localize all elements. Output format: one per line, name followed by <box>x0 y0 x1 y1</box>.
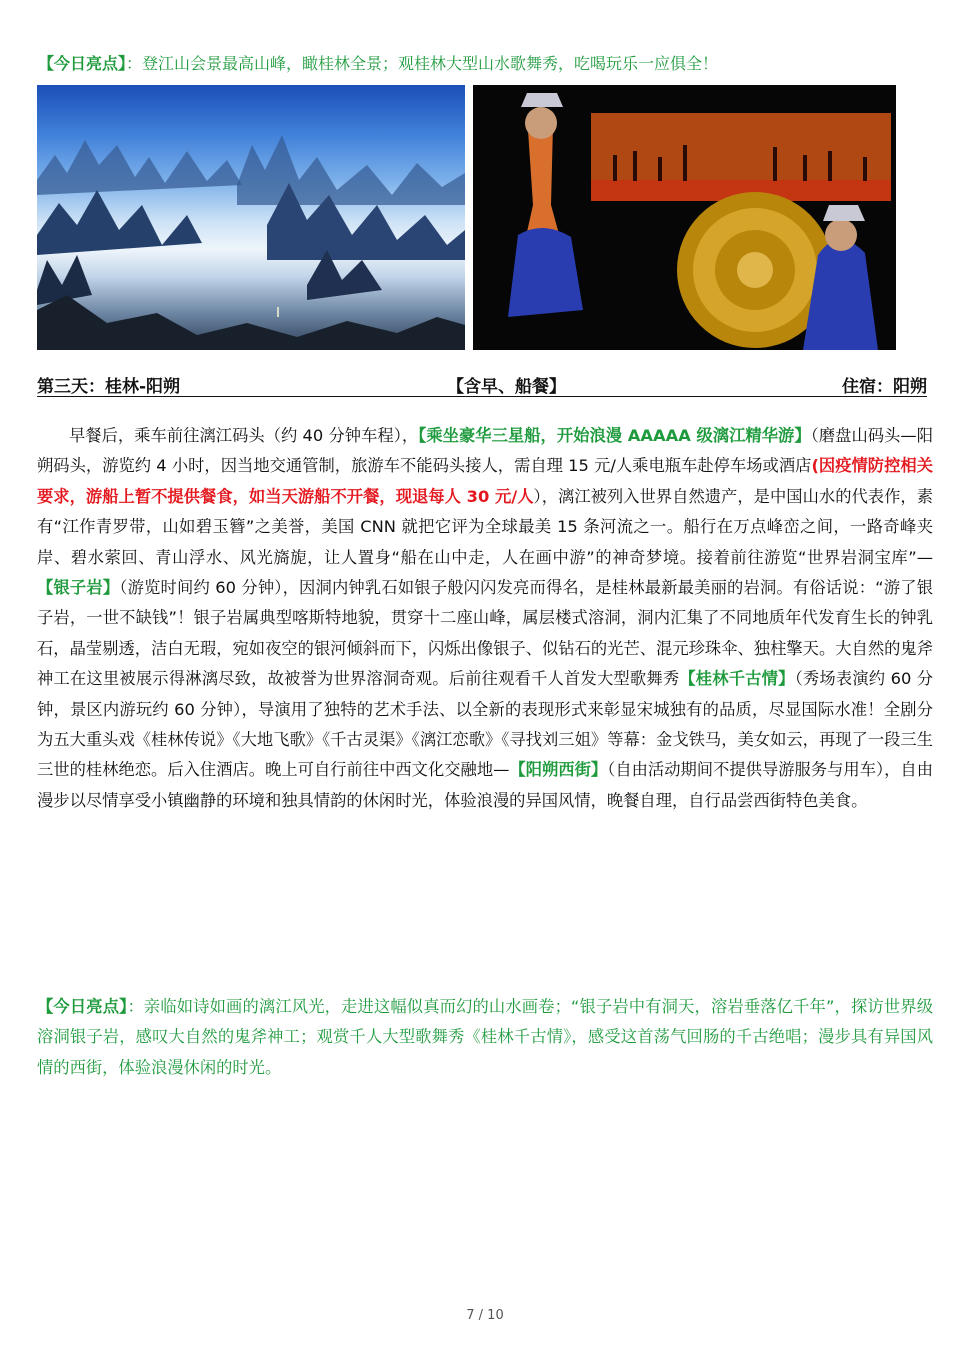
body-text-segment: （自由活动期间不提供导游服务与用车），自由漫步以尽情享受小镇幽静的环境和独具情韵的休闲时光，体验浪漫的异国风情，晚餐自理，自行品尝西街特色美食。 <box>37 760 933 810</box>
body-text-segment: （秀场表演约 60 分钟，景区内游玩约 60 分钟），导演用了独特的艺术手法、以全新的表现形式来彰显宋城独有的品质，尽显国际水准！全剧分为五大重头戏《桂林传说》《大地飞歌》《千古灵渠》《漓江恋歌》《寻找刘三姐》等幕：金戈铁马，美女如云，再现了一段三生三世的桂林绝恋。后入住酒店。晚上可自行前往中西文化交融地— <box>37 669 933 780</box>
body-text-segment: 早餐后，乘车前往漓江码头（约 40 分钟车程）， <box>69 426 419 445</box>
day-header <box>37 372 927 396</box>
bottom-highlight-label: 【今日亮点】 <box>37 997 128 1016</box>
bottom-highlight <box>37 992 933 1083</box>
bottom-highlight-text: ：亲临如诗如画的漓江风光，走进这幅似真而幻的山水画卷；“银子岩中有洞天，溶岩垂落亿千年”，探访世界级溶洞银子岩，感叹大自然的鬼斧神工；观赏千人大型歌舞秀《桂林千古情》，感受这首荡气回肠的千古绝唱；漫步具有异国风情的西街，体验浪漫休闲的时光。 <box>37 997 933 1077</box>
body-text-segment: （游览时间约 60 分钟），因洞内钟乳石如银子般闪闪发亮而得名，是桂林最新最美丽的岩洞。有俗话说：“游了银子岩，一世不缺钱”！银子岩属典型喀斯特地貌，贯穿十二座山峰，属层楼式溶洞，洞内汇集了不同地质年代发育生长的钟乳石，晶莹剔透，洁白无瑕，宛如夜空的银河倾斜而下，闪烁出像银子、似钻石的光芒、混元珍珠伞、独柱擎天。大自然的鬼斧神工在这里被展示得淋漓尽致，故被誉为世界溶洞奇观。后前往观看千人首发大型歌舞秀 <box>37 578 933 689</box>
day-accommodation: 住宿：阳朔 <box>842 377 927 397</box>
day-title: 第三天：桂林-阳朔 <box>37 377 181 397</box>
top-highlight-label: 【今日亮点】 <box>38 54 127 73</box>
dance-show-illustration <box>473 85 896 350</box>
cruise-highlight: 【乘坐豪华三星船，开始浪漫 AAAAA 级漓江精华游】 <box>418 426 811 445</box>
body-text-segment: （磨盘山码头—阳朔码头，游览约 4 小时，因当地交通管制，旅游车不能码头接人，需自理 15 元/人乘电瓶车赴停车场或酒店 <box>37 426 933 476</box>
yinziyan-highlight: 【银子岩】 <box>37 578 120 598</box>
guilin-show-highlight: 【桂林千古情】 <box>679 669 795 689</box>
epidemic-notice: (因疫情防控相关要求，游船上暂不提供餐食，如当天游船不开餐，现退每人 30 元/人 <box>37 456 933 506</box>
day-meals: 【含早、船餐】 <box>447 377 566 397</box>
top-highlight <box>38 52 938 76</box>
itinerary-description <box>37 421 933 816</box>
west-street-highlight: 【阳朔西街】 <box>509 760 608 780</box>
top-highlight-text: ：登江山会景最高山峰，瞰桂林全景；观桂林大型山水歌舞秀，吃喝玩乐一应俱全！ <box>126 54 719 73</box>
karst-mountains-image <box>37 85 465 350</box>
dance-show-image <box>473 85 896 350</box>
body-text-segment: ），漓江被列入世界自然遗产，是中国山水的代表作，素有“江作青罗带，山如碧玉簪”之美誉，美国 CNN 就把它评为全球最美 15 条河流之一。船行在万点峰峦之间，一路奇峰夹岸、碧水萦回、青山浮水、风光旖旎，让人置身“船在山中走，人在画中游”的神奇梦境。接着前往游览“世界岩洞宝库”— <box>37 486 933 567</box>
page-number: 7 / 10 <box>466 1308 504 1323</box>
day-header-underline <box>37 396 927 397</box>
karst-mountains-illustration <box>37 85 465 350</box>
